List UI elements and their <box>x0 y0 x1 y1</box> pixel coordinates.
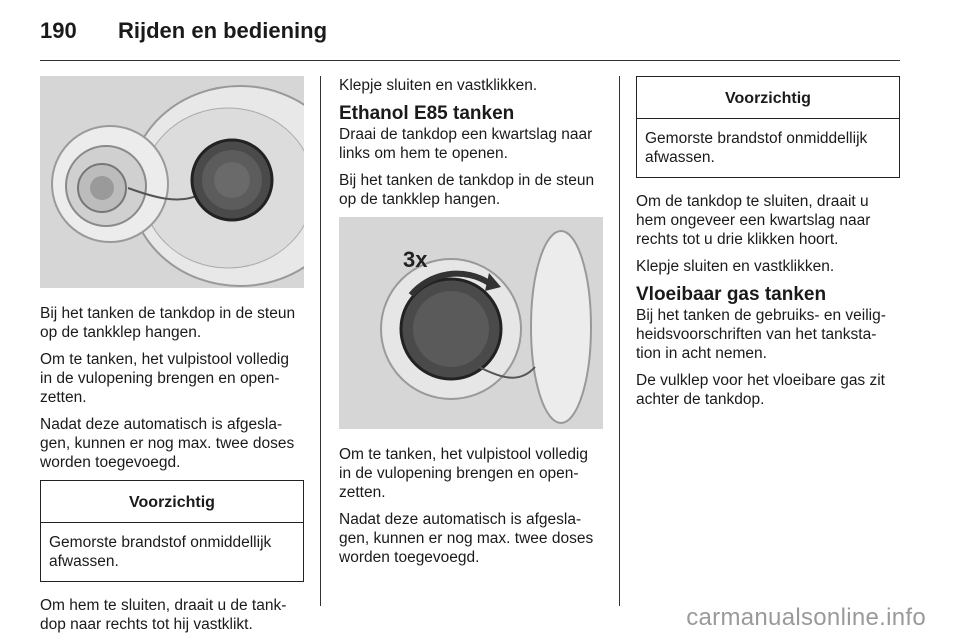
paragraph: Draai de tankdop een kwartslag naar links om hem te openen. <box>339 126 593 162</box>
column-2 <box>339 76 603 575</box>
caution-text: Gemorste brandstof onmiddellijk afwassen. <box>645 130 868 166</box>
page-title: Rijden en bediening <box>118 18 328 43</box>
caution-title: Voorzichtig <box>41 481 303 523</box>
e85-filler-image <box>339 217 603 429</box>
site-watermark: carmanualsonline.info <box>686 604 926 631</box>
paragraph: De vulklep voor het vloeibare gas zit achter de tankdop. <box>636 372 885 408</box>
fuel-cap-illustration <box>40 76 304 288</box>
paragraph: Bij het tanken de tankdop in de steun op de tankklep hangen. <box>339 172 595 208</box>
paragraph: Om te tanken, het vulpistool volledig in de vulopening brengen en open-zetten. <box>40 351 289 406</box>
column-divider <box>619 76 620 606</box>
paragraph: Bij het tanken de gebruiks- en veilig-heidsvoorschriften van het tanksta-tion in acht nemen. <box>636 307 886 362</box>
paragraph: Nadat deze automatisch is afgesla-gen, kunnen er nog max. twee doses worden toegevoegd. <box>40 416 295 471</box>
section-heading-lpg: Vloeibaar gas tanken <box>636 284 827 305</box>
paragraph: Klepje sluiten en vastklikken. <box>339 77 538 94</box>
paragraph: Klepje sluiten en vastklikken. <box>636 258 835 275</box>
page-header <box>40 18 900 48</box>
column-3 <box>636 76 900 417</box>
column-divider <box>320 76 321 606</box>
paragraph: Om te tanken, het vulpistool volledig in de vulopening brengen en open-zetten. <box>339 446 588 501</box>
section-heading-ethanol: Ethanol E85 tanken <box>339 103 515 124</box>
fuel-filler-image <box>40 76 304 288</box>
caution-box <box>636 76 900 178</box>
rotation-count-label: 3x <box>403 247 428 272</box>
caution-title: Voorzichtig <box>637 77 899 119</box>
header-divider <box>40 60 900 61</box>
page-number: 190 <box>40 18 77 43</box>
caution-box <box>40 480 304 582</box>
caution-text: Gemorste brandstof onmiddellijk afwassen. <box>49 534 272 570</box>
paragraph: Nadat deze automatisch is afgesla-gen, kunnen er nog max. twee doses worden toegevoegd. <box>339 511 594 566</box>
e85-cap-illustration <box>339 217 603 429</box>
paragraph: Bij het tanken de tankdop in de steun op de tankklep hangen. <box>40 305 296 341</box>
paragraph: Om de tankdop te sluiten, draait u hem ongeveer een kwartslag naar rechts tot u drie klikken hoort. <box>636 193 871 248</box>
paragraph: Om hem te sluiten, draait u de tank-dop naar rechts tot hij vastklikt. <box>40 597 287 633</box>
column-1 <box>40 76 304 642</box>
